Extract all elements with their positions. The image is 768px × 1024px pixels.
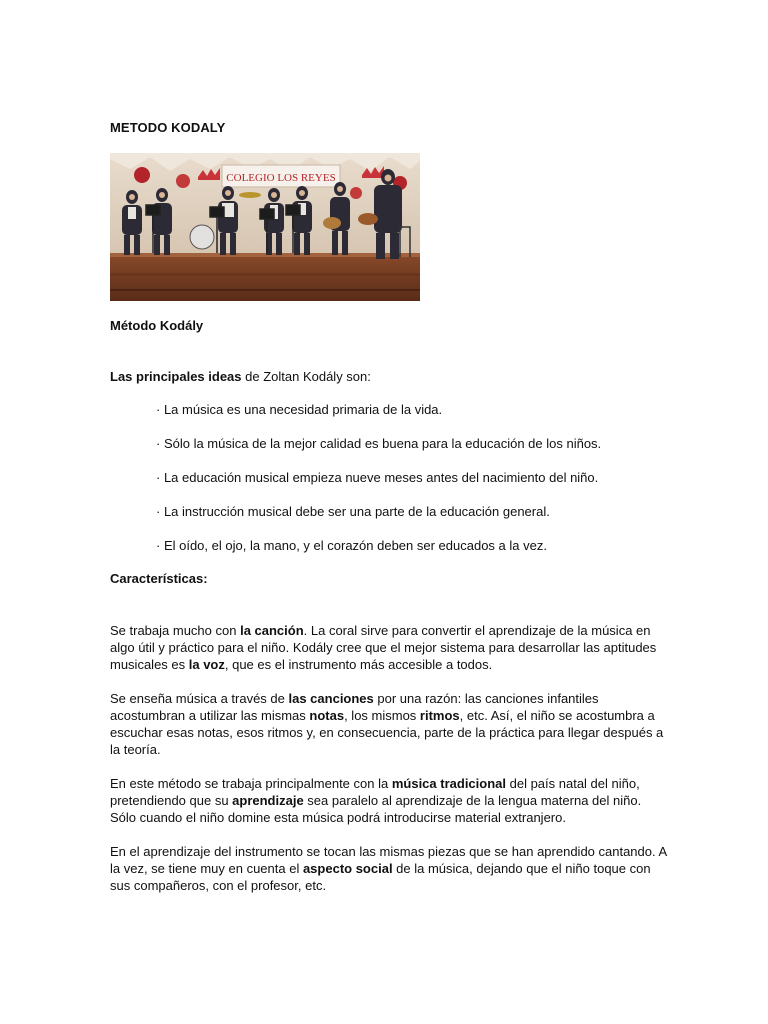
paragraph-text: Se trabaja mucho con (110, 623, 241, 638)
paragraph-text: . La coral sirve para convertir el aprendizaje de la música en algo útil y práctico para el niño. Kodály cree que el mejor sistema para desarrollar las aptitudes musicales es (110, 623, 657, 672)
paragraph (110, 843, 670, 894)
photo-banner-text: COLEGIO LOS REYES (226, 172, 336, 184)
paragraph-text: , etc. Así, el niño se acostumbra a escuchar esas notas, esos ritmos y, en consecuencia, parte de la práctica para llegar después a la teoría. (110, 708, 664, 757)
list-item: · La música es una necesidad primaria de la vida. (156, 402, 443, 417)
paragraph (110, 690, 670, 758)
list-item: · La educación musical empieza nueve meses antes del nacimiento del niño. (156, 470, 599, 485)
paragraph-text: Se enseña música a través de (110, 691, 289, 706)
characteristics-body (110, 622, 670, 911)
characteristics-heading: Características: (110, 571, 208, 586)
paragraph-bold: la canción (240, 623, 304, 638)
paragraph-bold: aspecto social (302, 861, 393, 876)
paragraph-text: del país natal del niño, pretendiendo que su (110, 776, 640, 808)
section-subtitle: Método Kodály (110, 318, 204, 333)
paragraph-bold: música tradicional (391, 776, 506, 791)
list-item: · Sólo la música de la mejor calidad es buena para la educación de los niños. (156, 436, 602, 451)
paragraph-text: En este método se trabaja principalmente con la (110, 776, 392, 791)
paragraph-text: , que es el instrumento más accesible a todos. (224, 657, 493, 672)
paragraph-text: sea paralelo al aprendizaje de la lengua materna del niño. Sólo cuando el niño domine esta música podrá introducirse material extranjero. (110, 793, 642, 825)
paragraph-bold: la voz (188, 657, 225, 672)
paragraph-bold: notas (309, 708, 345, 723)
list-item: · El oído, el ojo, la mano, y el corazón deben ser educados a la vez. (156, 538, 547, 553)
paragraph (110, 775, 670, 826)
paragraph-text: En el aprendizaje del instrumento se tocan las mismas piezas que se han aprendido cantando. A la vez, se tiene muy en cuenta el (110, 844, 667, 876)
paragraph-bold: las canciones (288, 691, 374, 706)
intro-line (110, 369, 371, 384)
paragraph-text: por una razón: las canciones infantiles acostumbran a utilizar las mismas (110, 691, 599, 723)
paragraph-text: de la música, dejando que el niño toque con sus compañeros, con el profesor, etc. (110, 861, 651, 893)
intro-rest: de Zoltan Kodály son: (241, 369, 371, 384)
intro-bold: Las principales ideas (110, 369, 242, 384)
paragraph-text: , los mismos (344, 708, 420, 723)
document-title: METODO KODALY (110, 120, 226, 135)
paragraph-bold: aprendizaje (232, 793, 304, 808)
list-item: · La instrucción musical debe ser una parte de la educación general. (156, 504, 550, 519)
ensemble-photo (110, 153, 420, 301)
paragraph-bold: ritmos (419, 708, 460, 723)
ideas-list (156, 402, 601, 572)
paragraph (110, 622, 670, 673)
